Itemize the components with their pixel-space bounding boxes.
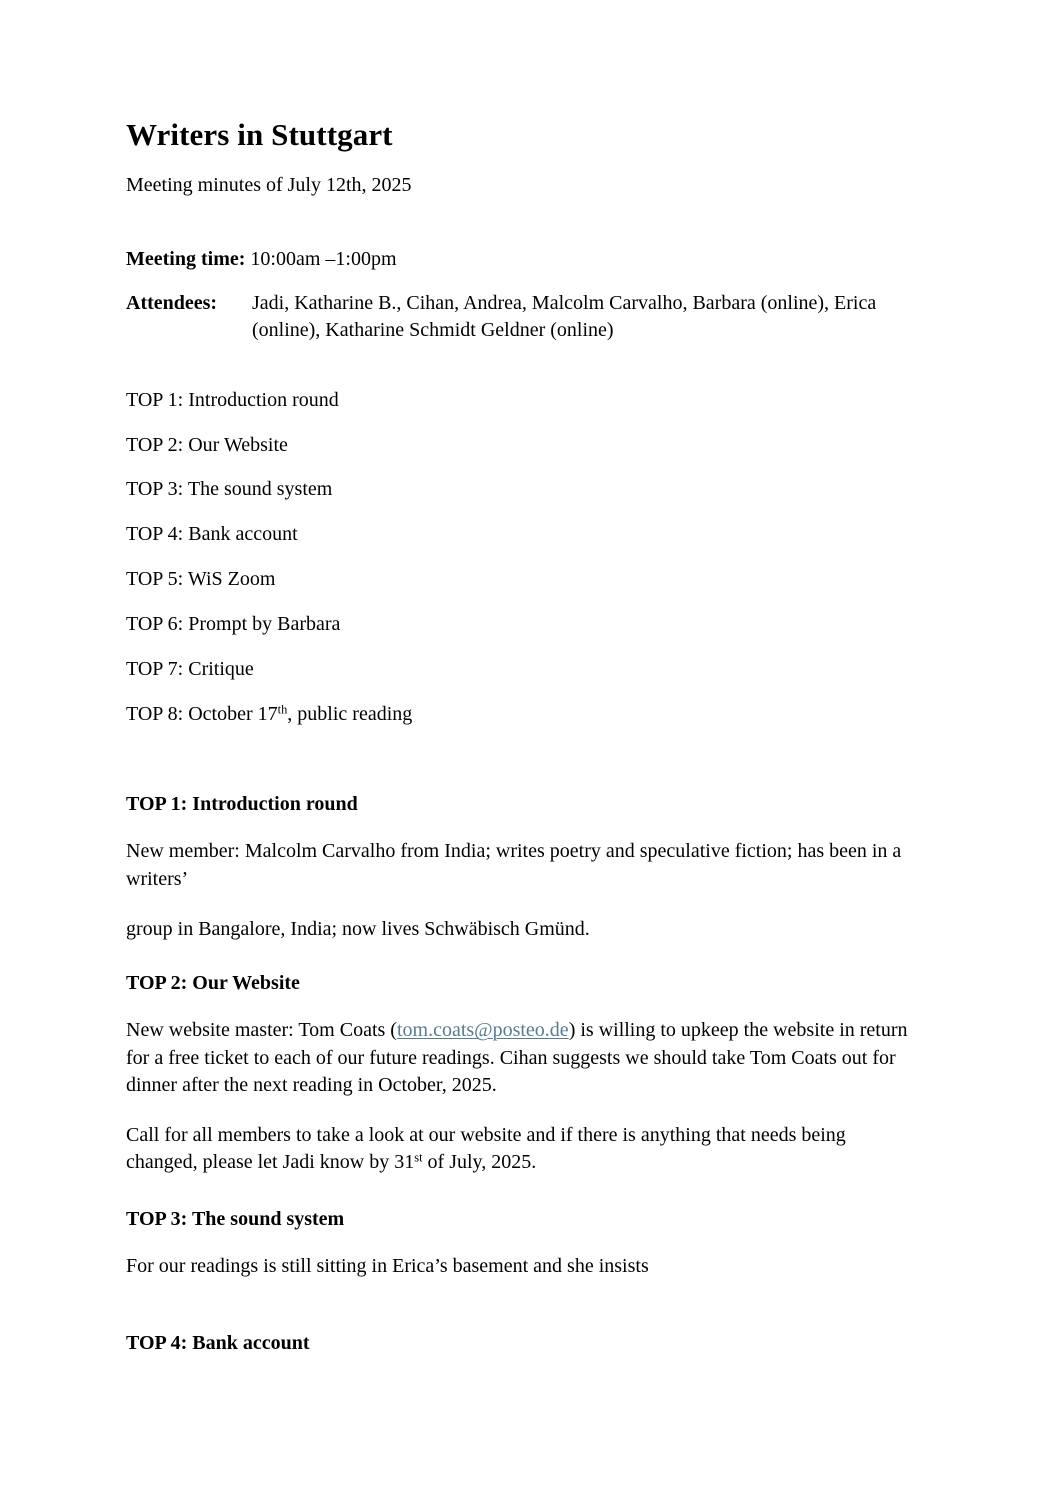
agenda-item-top4: TOP 4: Bank account (126, 523, 298, 546)
section-spacer-top3 (126, 1177, 922, 1207)
section-top1-paragraph-1: New member: Malcolm Carvalho from India; writes poetry and speculative fiction; has been in a writers’ (126, 840, 902, 890)
agenda-item-top8 (126, 702, 922, 726)
email-link-tom-coats[interactable]: tom.coats@posteo.de (396, 1019, 569, 1042)
section-top4-heading: TOP 4: Bank account (126, 1331, 310, 1354)
section-top4 (126, 1331, 922, 1355)
section-top1-heading: TOP 1: Introduction round (126, 793, 358, 816)
meeting-time-row (126, 246, 922, 272)
agenda-list (126, 388, 922, 727)
meeting-meta-block (126, 246, 922, 344)
meeting-time-value: 10:00am –1:00pm (245, 247, 397, 270)
page-title: Writers in Stuttgart (126, 117, 393, 152)
section-top1-paragraph-2: group in Bangalore, India; now lives Schwäbisch Gmünd. (126, 917, 590, 940)
section-top3-heading: TOP 3: The sound system (126, 1208, 345, 1231)
section-top2-ordinal-suffix: st (414, 1151, 423, 1166)
agenda-item-top6: TOP 6: Prompt by Barbara (126, 613, 341, 636)
section-top2-paragraph-2-after: of July, 2025. (422, 1151, 537, 1174)
attendees-value: Jadi, Katharine B., Cihan, Andrea, Malcolm Carvalho, Barbara (online), Erica (online), Katharine Schmidt Geldner (online) (252, 292, 877, 341)
agenda-item-top3: TOP 3: The sound system (126, 478, 333, 501)
section-top2-paragraph-2-before: Call for all members to take a look at our website and if there is anything that needs being changed, please let Jadi know by 31 (126, 1123, 846, 1174)
section-top2-paragraph-1 (126, 1017, 922, 1100)
agenda-item-top1: TOP 1: Introduction round (126, 388, 339, 411)
section-spacer-top4 (126, 1281, 922, 1331)
section-top2-heading: TOP 2: Our Website (126, 972, 300, 995)
attendees-row (126, 290, 922, 344)
attendees-label: Attendees: (126, 292, 218, 315)
agenda-item-top5: TOP 5: WiS Zoom (126, 568, 276, 591)
agenda-item-top8-after: , public reading (287, 702, 413, 725)
agenda-item-top8-before: TOP 8: October 17 (126, 702, 278, 725)
agenda-item-top2: TOP 2: Our Website (126, 433, 288, 456)
section-top3-paragraph-1: For our readings is still sitting in Erica’s basement and she insists (126, 1255, 649, 1278)
section-top2 (126, 971, 922, 1177)
section-spacer-top2 (126, 943, 922, 971)
document-content (126, 118, 922, 1377)
section-top1 (126, 792, 922, 943)
meeting-time-label: Meeting time: (126, 247, 246, 270)
section-top3 (126, 1207, 922, 1281)
section-top2-paragraph-2 (126, 1122, 922, 1177)
document-sections (126, 792, 922, 1354)
agenda-item-top8-ordinal-suffix: th (277, 702, 288, 717)
section-top2-paragraph-1-after: ) is willing to upkeep the website in return for a free ticket to each of our future readings. Cihan suggests we should take Tom Coats out for dinner after the next reading in October, 2025. (126, 1019, 908, 1097)
document-subtitle: Meeting minutes of July 12th, 2025 (126, 173, 412, 196)
section-top2-paragraph-1-before: New website master: Tom Coats ( (126, 1019, 397, 1042)
agenda-item-top7: TOP 7: Critique (126, 658, 254, 681)
